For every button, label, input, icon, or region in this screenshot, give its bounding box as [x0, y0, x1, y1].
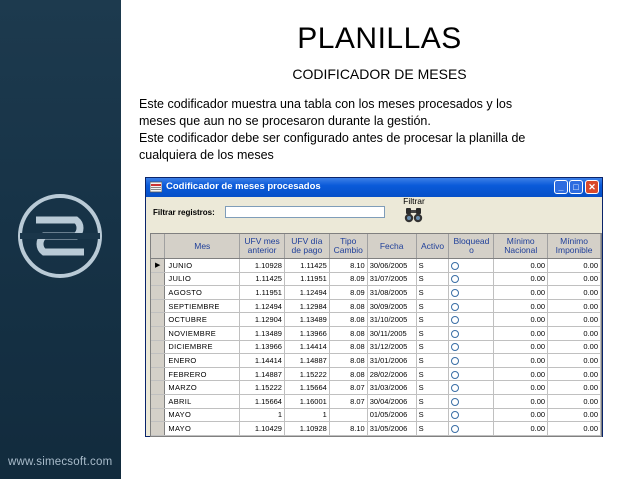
cell-tc[interactable]: 8.08 [329, 340, 367, 354]
blocked-radio[interactable] [451, 289, 459, 297]
cell-tc[interactable]: 8.07 [329, 381, 367, 395]
cell-ufv-ant[interactable]: 1.11951 [240, 286, 285, 300]
cell-mes[interactable]: OCTUBRE [165, 313, 240, 327]
cell-activo[interactable]: S [416, 313, 449, 327]
cell-bloqueado[interactable] [449, 422, 494, 436]
cell-bloqueado[interactable] [449, 354, 494, 368]
cell-min-imp[interactable]: 0.00 [548, 367, 601, 381]
page-title: PLANILLAS [297, 22, 462, 55]
row-indicator[interactable] [151, 286, 165, 300]
cell-activo[interactable]: S [416, 272, 449, 286]
cell-tc[interactable]: 8.08 [329, 299, 367, 313]
cell-ufv-pago[interactable]: 1.13489 [284, 313, 329, 327]
binoculars-icon [403, 207, 425, 223]
row-indicator[interactable] [151, 340, 165, 354]
cell-min-imp[interactable]: 0.00 [548, 286, 601, 300]
simecsoft-logo-icon [16, 192, 104, 280]
window-title: Codificador de meses procesados [166, 181, 321, 192]
cell-activo[interactable]: S [416, 354, 449, 368]
column-header[interactable]: Bloquead o [449, 234, 494, 259]
column-header[interactable]: UFV mes anterior [240, 234, 285, 259]
cell-activo[interactable]: S [416, 259, 449, 273]
cell-mes[interactable]: ABRIL [165, 394, 240, 408]
cell-bloqueado[interactable] [449, 408, 494, 422]
cell-ufv-pago[interactable]: 1.14887 [284, 354, 329, 368]
table-row[interactable] [151, 299, 601, 313]
codificador-window [145, 177, 603, 437]
cell-min-nac[interactable]: 0.00 [494, 408, 548, 422]
cell-ufv-pago[interactable]: 1.13966 [284, 326, 329, 340]
cell-min-nac[interactable]: 0.00 [494, 313, 548, 327]
cell-activo[interactable]: S [416, 381, 449, 395]
cell-ufv-pago[interactable]: 1.16001 [284, 394, 329, 408]
cell-mes[interactable]: MARZO [165, 381, 240, 395]
website-url: www.simecsoft.com [8, 456, 113, 468]
row-indicator[interactable] [151, 354, 165, 368]
cell-ufv-ant[interactable]: 1 [240, 408, 285, 422]
cell-activo[interactable]: S [416, 408, 449, 422]
table-row[interactable] [151, 381, 601, 395]
cell-min-imp[interactable]: 0.00 [548, 299, 601, 313]
table-row[interactable] [151, 408, 601, 422]
table-row[interactable] [151, 340, 601, 354]
cell-activo[interactable]: S [416, 394, 449, 408]
cell-fecha[interactable]: 30/06/2005 [367, 259, 416, 273]
cell-activo[interactable]: S [416, 286, 449, 300]
cell-tc[interactable] [329, 408, 367, 422]
brand-sidebar [0, 0, 121, 479]
cell-min-nac[interactable]: 0.00 [494, 381, 548, 395]
cell-bloqueado[interactable] [449, 381, 494, 395]
table-row[interactable] [151, 367, 601, 381]
cell-tc[interactable]: 8.08 [329, 313, 367, 327]
cell-mes[interactable]: SEPTIEMBRE [165, 299, 240, 313]
cell-ufv-pago[interactable]: 1.11951 [284, 272, 329, 286]
cell-fecha[interactable]: 31/03/2006 [367, 381, 416, 395]
blocked-radio[interactable] [451, 262, 459, 270]
close-button[interactable]: ✕ [585, 180, 599, 194]
row-indicator[interactable] [151, 381, 165, 395]
row-indicator[interactable] [151, 272, 165, 286]
cell-mes[interactable]: AGOSTO [165, 286, 240, 300]
cell-mes[interactable]: MAYO [165, 422, 240, 436]
cell-tc[interactable]: 8.09 [329, 272, 367, 286]
cell-mes[interactable]: MAYO [165, 408, 240, 422]
cell-bloqueado[interactable] [449, 313, 494, 327]
column-header[interactable]: UFV día de pago [284, 234, 329, 259]
cell-ufv-pago[interactable]: 1.15222 [284, 367, 329, 381]
cell-fecha[interactable]: 31/08/2005 [367, 286, 416, 300]
cell-tc[interactable]: 8.08 [329, 367, 367, 381]
cell-ufv-pago[interactable]: 1.11425 [284, 259, 329, 273]
table-row[interactable] [151, 286, 601, 300]
cell-mes[interactable]: NOVIEMBRE [165, 326, 240, 340]
cell-fecha[interactable]: 30/11/2005 [367, 326, 416, 340]
cell-ufv-pago[interactable]: 1 [284, 408, 329, 422]
cell-fecha[interactable]: 31/07/2005 [367, 272, 416, 286]
cell-bloqueado[interactable] [449, 259, 494, 273]
cell-min-nac[interactable]: 0.00 [494, 299, 548, 313]
cell-min-imp[interactable]: 0.00 [548, 422, 601, 436]
cell-ufv-pago[interactable]: 1.12984 [284, 299, 329, 313]
row-indicator-header [151, 234, 165, 259]
cell-tc[interactable]: 8.10 [329, 259, 367, 273]
cell-fecha[interactable]: 31/01/2006 [367, 354, 416, 368]
blocked-radio[interactable] [451, 316, 459, 324]
cell-ufv-ant[interactable]: 1.10429 [240, 422, 285, 436]
cell-ufv-ant[interactable]: 1.11425 [240, 272, 285, 286]
column-header[interactable]: Mínimo Imponible [548, 234, 601, 259]
description [139, 96, 569, 164]
cell-ufv-ant[interactable]: 1.12904 [240, 313, 285, 327]
cell-fecha[interactable]: 30/09/2005 [367, 299, 416, 313]
cell-activo[interactable]: S [416, 340, 449, 354]
column-header[interactable]: Mes [165, 234, 240, 259]
cell-min-imp[interactable]: 0.00 [548, 259, 601, 273]
blocked-radio[interactable] [451, 303, 459, 311]
cell-tc[interactable]: 8.08 [329, 326, 367, 340]
cell-min-nac[interactable]: 0.00 [494, 272, 548, 286]
cell-ufv-ant[interactable]: 1.14414 [240, 354, 285, 368]
cell-bloqueado[interactable] [449, 299, 494, 313]
cell-fecha[interactable]: 28/02/2006 [367, 367, 416, 381]
window-titlebar[interactable] [146, 178, 602, 197]
cell-min-nac[interactable]: 0.00 [494, 286, 548, 300]
cell-fecha[interactable]: 31/05/2006 [367, 422, 416, 436]
cell-ufv-pago[interactable]: 1.12494 [284, 286, 329, 300]
cell-fecha[interactable]: 30/04/2006 [367, 394, 416, 408]
cell-bloqueado[interactable] [449, 367, 494, 381]
blocked-radio[interactable] [451, 398, 459, 406]
filter-label: Filtrar registros: [153, 208, 215, 217]
cell-min-imp[interactable]: 0.00 [548, 340, 601, 354]
maximize-button[interactable]: □ [569, 180, 583, 194]
cell-fecha[interactable]: 01/05/2006 [367, 408, 416, 422]
description-line: Este codificador debe ser configurado antes de procesar la planilla de [139, 131, 526, 145]
cell-min-imp[interactable]: 0.00 [548, 313, 601, 327]
cell-ufv-ant[interactable]: 1.14887 [240, 367, 285, 381]
blocked-radio[interactable] [451, 343, 459, 351]
row-indicator[interactable] [151, 394, 165, 408]
description-line: cualquiera de los meses [139, 148, 274, 162]
cell-min-nac[interactable]: 0.00 [494, 367, 548, 381]
cell-mes[interactable]: DICIEMBRE [165, 340, 240, 354]
table-row[interactable] [151, 326, 601, 340]
cell-fecha[interactable]: 31/12/2005 [367, 340, 416, 354]
table-row[interactable] [151, 259, 601, 273]
cell-ufv-pago[interactable]: 1.14414 [284, 340, 329, 354]
table-row[interactable] [151, 354, 601, 368]
row-indicator[interactable] [151, 408, 165, 422]
cell-min-imp[interactable]: 0.00 [548, 354, 601, 368]
cell-activo[interactable]: S [416, 299, 449, 313]
cell-mes[interactable]: JUNIO [165, 259, 240, 273]
cell-bloqueado[interactable] [449, 394, 494, 408]
filtrar-label: Filtrar [403, 196, 425, 206]
row-indicator[interactable] [151, 422, 165, 436]
cell-tc[interactable]: 8.09 [329, 286, 367, 300]
cell-ufv-ant[interactable]: 1.13966 [240, 340, 285, 354]
app-icon [150, 181, 162, 193]
cell-ufv-ant[interactable]: 1.10928 [240, 259, 285, 273]
description-line: Este codificador muestra una tabla con los meses procesados y los [139, 97, 513, 111]
cell-ufv-ant[interactable]: 1.12494 [240, 299, 285, 313]
cell-mes[interactable]: ENERO [165, 354, 240, 368]
cell-min-nac[interactable]: 0.00 [494, 326, 548, 340]
blocked-radio[interactable] [451, 357, 459, 365]
cell-ufv-ant[interactable]: 1.15222 [240, 381, 285, 395]
cell-min-imp[interactable]: 0.00 [548, 394, 601, 408]
cell-fecha[interactable]: 31/10/2005 [367, 313, 416, 327]
table-row[interactable] [151, 394, 601, 408]
blocked-radio[interactable] [451, 411, 459, 419]
cell-ufv-pago[interactable]: 1.10928 [284, 422, 329, 436]
blocked-radio[interactable] [451, 275, 459, 283]
cell-mes[interactable]: JULIO [165, 272, 240, 286]
filtrar-button[interactable] [398, 196, 430, 223]
blocked-radio[interactable] [451, 384, 459, 392]
cell-activo[interactable]: S [416, 422, 449, 436]
cell-bloqueado[interactable] [449, 326, 494, 340]
cell-tc[interactable]: 8.08 [329, 354, 367, 368]
description-line: meses que aun no se procesaron durante la gestión. [139, 114, 431, 128]
page-subtitle: CODIFICADOR DE MESES [292, 66, 467, 82]
cell-activo[interactable]: S [416, 367, 449, 381]
row-indicator[interactable]: ▶ [151, 259, 165, 273]
cell-ufv-ant[interactable]: 1.13489 [240, 326, 285, 340]
column-header[interactable]: Fecha [367, 234, 416, 259]
cell-ufv-ant[interactable]: 1.15664 [240, 394, 285, 408]
table-row[interactable] [151, 422, 601, 436]
cell-bloqueado[interactable] [449, 286, 494, 300]
cell-min-imp[interactable]: 0.00 [548, 272, 601, 286]
cell-min-imp[interactable]: 0.00 [548, 381, 601, 395]
cell-mes[interactable]: FEBRERO [165, 367, 240, 381]
cell-min-imp[interactable]: 0.00 [548, 326, 601, 340]
cell-min-nac[interactable]: 0.00 [494, 340, 548, 354]
cell-activo[interactable]: S [416, 326, 449, 340]
row-indicator[interactable] [151, 367, 165, 381]
cell-tc[interactable]: 8.10 [329, 422, 367, 436]
blocked-radio[interactable] [451, 330, 459, 338]
cell-min-nac[interactable]: 0.00 [494, 394, 548, 408]
minimize-button[interactable]: _ [554, 180, 568, 194]
blocked-radio[interactable] [451, 425, 459, 433]
cell-min-imp[interactable]: 0.00 [548, 408, 601, 422]
table-row[interactable] [151, 313, 601, 327]
cell-ufv-pago[interactable]: 1.15664 [284, 381, 329, 395]
cell-bloqueado[interactable] [449, 340, 494, 354]
row-indicator[interactable] [151, 299, 165, 313]
cell-min-nac[interactable]: 0.00 [494, 422, 548, 436]
row-indicator[interactable] [151, 313, 165, 327]
table-row[interactable] [151, 272, 601, 286]
cell-bloqueado[interactable] [449, 272, 494, 286]
cell-min-nac[interactable]: 0.00 [494, 259, 548, 273]
blocked-radio[interactable] [451, 371, 459, 379]
row-indicator[interactable] [151, 326, 165, 340]
column-header[interactable]: Tipo Cambio [329, 234, 367, 259]
column-header[interactable]: Mínimo Nacional [494, 234, 548, 259]
cell-min-nac[interactable]: 0.00 [494, 354, 548, 368]
column-header[interactable]: Activo [416, 234, 449, 259]
filter-input[interactable] [225, 206, 385, 218]
cell-tc[interactable]: 8.07 [329, 394, 367, 408]
months-grid[interactable] [150, 233, 602, 437]
